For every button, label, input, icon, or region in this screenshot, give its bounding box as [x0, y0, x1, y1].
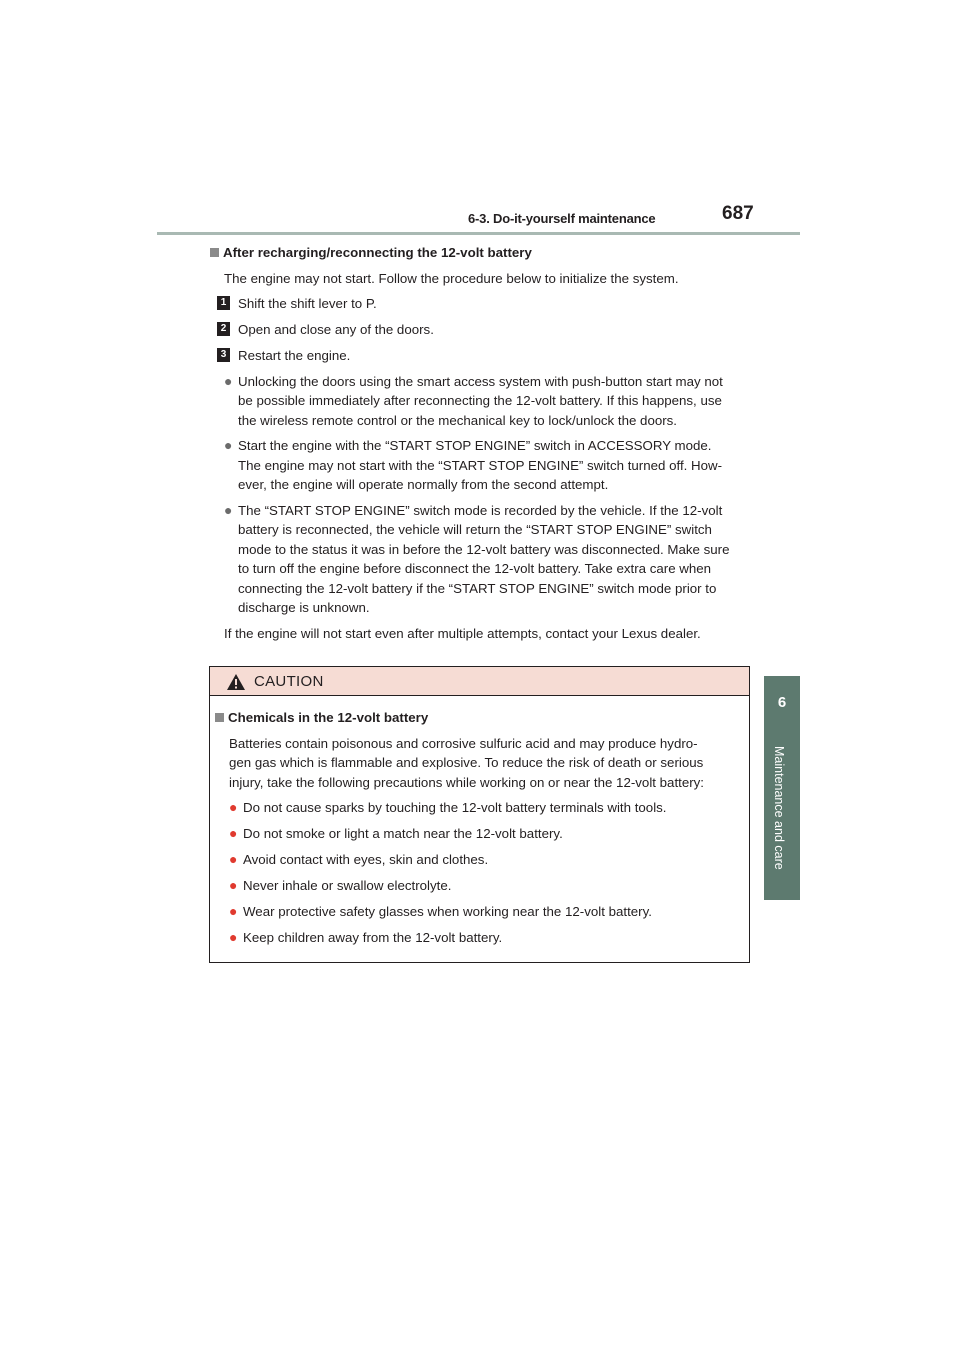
note-3-line-5: connecting the 12-volt battery if the “START STOP ENGINE” switch mode prior to	[238, 581, 717, 596]
caution-header	[210, 667, 749, 696]
caution-bullet-5: Wear protective safety glasses when working near the 12-volt battery.	[243, 904, 652, 919]
step-text-2: Open and close any of the doors.	[238, 322, 434, 337]
red-bullet-icon: ●	[229, 851, 238, 867]
section-title: 6-3. Do-it-yourself maintenance	[468, 211, 656, 226]
bullet-icon: ●	[224, 437, 233, 453]
square-bullet-icon	[210, 248, 219, 257]
caution-intro-line-1: Batteries contain poisonous and corrosive sulfuric acid and may produce hydro-	[229, 736, 698, 751]
note-3-line-2: battery is reconnected, the vehicle will return the “START STOP ENGINE” switch	[238, 522, 712, 537]
caution-bullet-4: Never inhale or swallow electrolyte.	[243, 878, 452, 893]
red-bullet-icon: ●	[229, 903, 238, 919]
caution-bullet-6: Keep children away from the 12-volt battery.	[243, 930, 503, 945]
note-1-line-2: be possible immediately after reconnecting the 12-volt battery. If this happens, use	[238, 393, 722, 408]
bullet-icon: ●	[224, 373, 233, 389]
step-number-3: 3	[217, 348, 230, 362]
note-3-line-1: The “START STOP ENGINE” switch mode is recorded by the vehicle. If the 12-volt	[238, 503, 723, 518]
note-3-line-3: mode to the status it was in before the 12-volt battery was disconnected. Make sure	[238, 542, 730, 557]
closing-text: If the engine will not start even after multiple attempts, contact your Lexus dealer.	[224, 626, 701, 641]
header-divider	[157, 232, 800, 235]
warning-triangle-icon	[226, 673, 246, 691]
chapter-label: Maintenance and care	[772, 746, 786, 870]
caution-bullet-2: Do not smoke or light a match near the 12-volt battery.	[243, 826, 563, 841]
note-3-line-4: to turn off the engine before disconnect the 12-volt battery. Take extra care when	[238, 561, 712, 576]
step-number-1: 1	[217, 296, 230, 310]
red-bullet-icon: ●	[229, 799, 238, 815]
note-2-line-1: Start the engine with the “START STOP ENGINE” switch in ACCESSORY mode.	[238, 438, 712, 453]
note-1-line-1: Unlocking the doors using the smart access system with push-button start may not	[238, 374, 723, 389]
note-2-line-3: ever, the engine will operate normally from the second attempt.	[238, 477, 609, 492]
note-2-line-2: The engine may not start with the “START STOP ENGINE” switch turned off. How-	[238, 458, 723, 473]
square-bullet-icon	[215, 713, 224, 722]
caution-intro-line-2: gen gas which is flammable and explosive. To reduce the risk of death or serious	[229, 755, 704, 770]
step-number-2: 2	[217, 322, 230, 336]
step-text-1: Shift the shift lever to P.	[238, 296, 377, 311]
recharge-heading: After recharging/reconnecting the 12-volt battery	[210, 243, 532, 263]
page-number: 687	[722, 203, 754, 224]
caution-heading: Chemicals in the 12-volt battery	[215, 708, 428, 728]
chapter-number: 6	[777, 694, 787, 711]
caution-bullet-3: Avoid contact with eyes, skin and clothes.	[243, 852, 489, 867]
note-1-line-3: the wireless remote control or the mechanical key to lock/unlock the doors.	[238, 413, 678, 428]
caution-intro-line-3: injury, take the following precautions while working on or near the 12-volt battery:	[229, 775, 704, 790]
recharge-intro: The engine may not start. Follow the procedure below to initialize the system.	[224, 271, 679, 286]
red-bullet-icon: ●	[229, 877, 238, 893]
caution-title: CAUTION	[254, 673, 324, 690]
bullet-icon: ●	[224, 502, 233, 518]
step-text-3: Restart the engine.	[238, 348, 351, 363]
note-3-line-6: discharge is unknown.	[238, 600, 370, 615]
red-bullet-icon: ●	[229, 825, 238, 841]
red-bullet-icon: ●	[229, 929, 238, 945]
chapter-tab	[764, 676, 800, 900]
caution-bullet-1: Do not cause sparks by touching the 12-volt battery terminals with tools.	[243, 800, 667, 815]
